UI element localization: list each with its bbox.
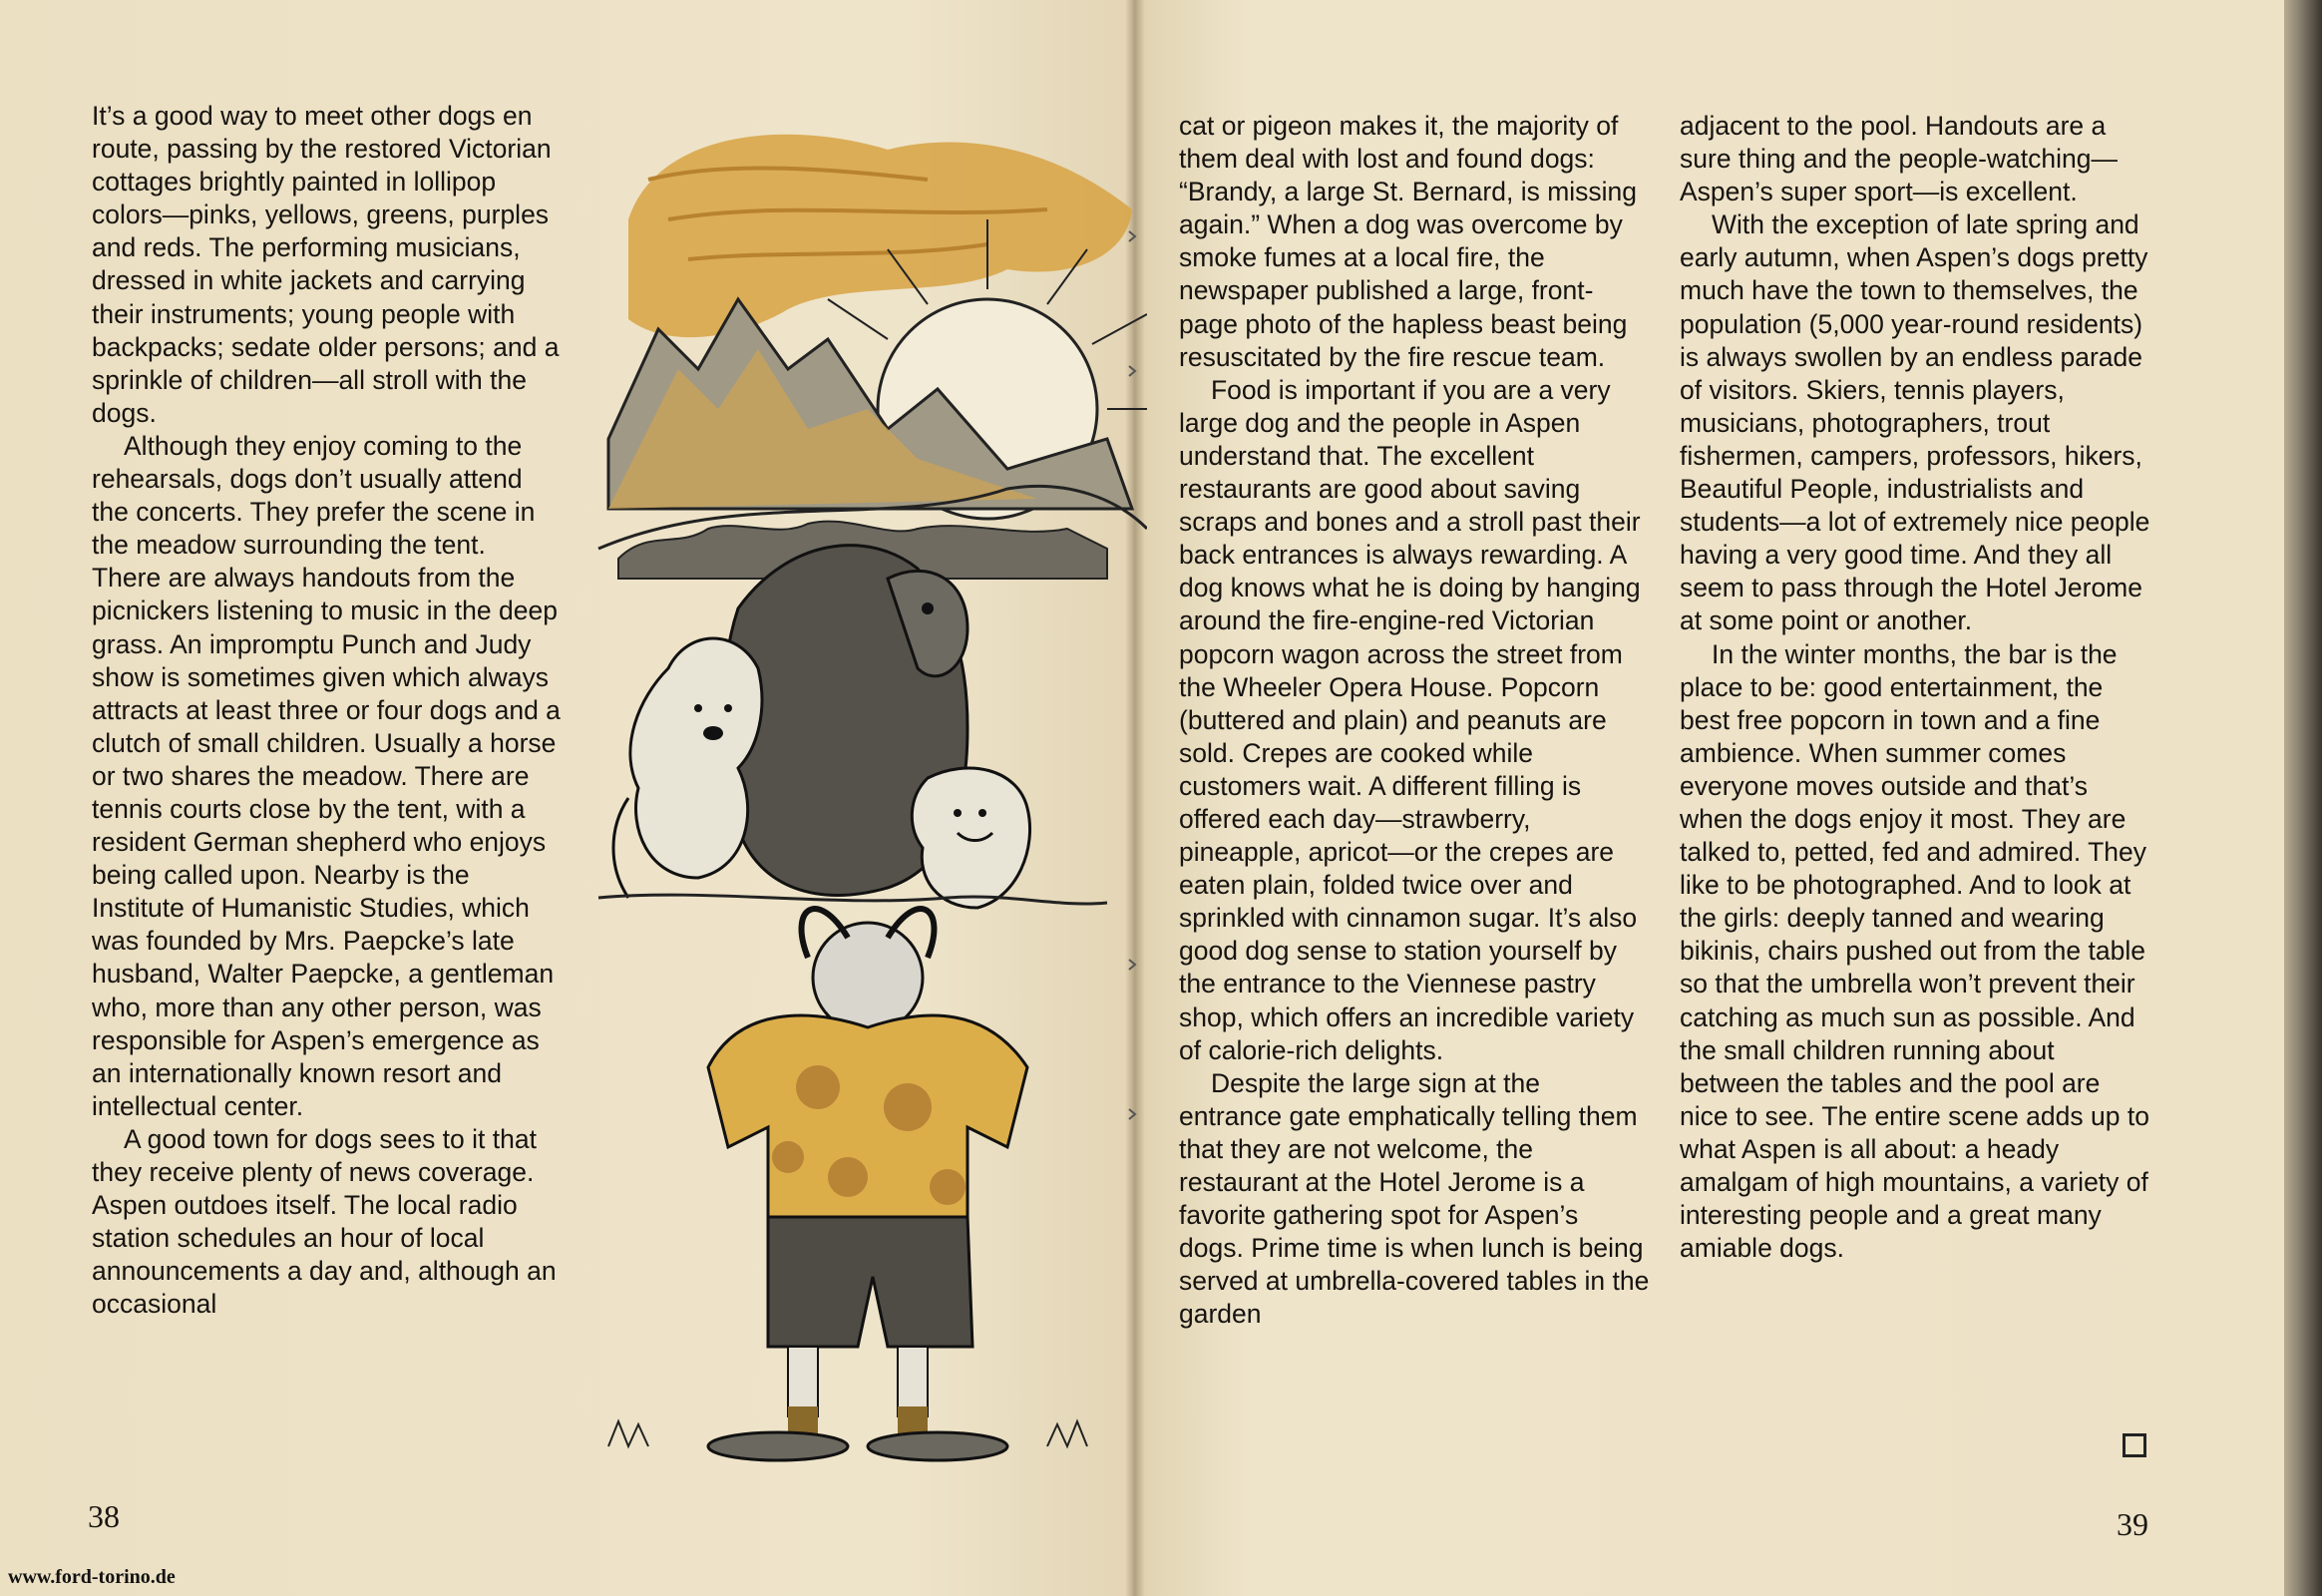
right-paragraph: adjacent to the pool. Handouts are a sure thing and the people-watching—Aspen’s super sport—is excellent. <box>1680 111 2119 207</box>
right-paragraph: In the winter months, the bar is the place to be: good entertainment, the best free popcorn in town and a fine ambience. When summer comes everyone moves outside and that’s when the dogs enjoy it most. They are talked to, petted, fed and admired. They like to be photographed. And to look at the girls: deeply tanned and wearing bikinis, chairs pushed out from the table so that the umbrella won’t prevent their catching as much sun as possible. And the small children running about between the tables and the pool are nice to see. The entire scene adds up to what Aspen is all about: a heady amalgam of high mountains, a variety of interesting people and a great many amiable dogs. <box>1680 638 2149 1264</box>
right-paragraph: Despite the large sign at the entrance gate emphatically telling them that they are not welcome, the restaurant at the Hotel Jerome is a favorite gathering spot for Aspen’s dogs. Prime time is when lunch is being served at umbrella-covered tables in the garden <box>1179 1067 1650 1330</box>
page-number-left: 38 <box>88 1498 120 1534</box>
page-edge <box>2284 0 2322 1596</box>
right-paragraph: cat or pigeon makes it, the majority of them deal with lost and found dogs: “Brandy, a large St. Bernard, is missing again.” When a dog was overcome by smoke fumes at a local fire, the newspaper published a large, front-page photo of the hapless beast being resuscitated by the fire rescue team. <box>1179 111 1638 372</box>
page-number-right: 39 <box>2117 1506 2148 1542</box>
right-text-column-1 <box>1179 110 1650 1331</box>
dogs-photographer-illustration-icon <box>588 110 1147 1466</box>
left-text-column <box>92 100 561 1321</box>
right-paragraph: With the exception of late spring and early autumn, when Aspen’s dogs pretty much have the town to themselves, the population (5,000 year-round residents) is always swollen by an endless parade of visitors. Skiers, tennis players, musicians, photographers, trout fishermen, campers, professors, hikers, Beautiful People, industrialists and students—a lot of extremely nice people having a very good time. And they all seem to pass through the Hotel Jerome at some point or another. <box>1680 209 2150 636</box>
right-text-column-2 <box>1680 110 2152 1265</box>
right-paragraph: Food is important if you are a very large dog and the people in Aspen understand that. The excellent restaurants are good about saving scraps and bones and a stroll past their back entrances is always rewarding. A dog knows what he is doing by hanging around the fire-engine-red Victorian popcorn wagon across the street from the Wheeler Opera House. Popcorn (buttered and plain) and peanuts are sold. Crepes are cooked while customers wait. A different filling is offered each day—strawberry, pineapple, apricot—or the crepes are eaten plain, folded twice over and sprinkled with cinnamon sugar. It’s also good dog sense to station yourself by the entrance to the Viennese pastry shop, which offers an incredible variety of calorie-rich delights. <box>1179 374 1641 1065</box>
end-of-article-mark <box>2123 1433 2146 1457</box>
watermark: www.ford-torino.de <box>8 1566 176 1588</box>
left-paragraph: Although they enjoy coming to the rehearsals, dogs don’t usually attend the concerts. They prefer the scene in the meadow surrounding the tent. There are always handouts from the picnickers listening to music in the deep grass. An impromptu Punch and Judy show is sometimes given which always attracts at least three or four dogs and a clutch of small children. Usually a horse or two shares the meadow. There are tennis courts close by the tent, with a resident German shepherd who enjoys being called upon. Nearby is the Institute of Humanistic Studies, which was founded by Mrs. Paepcke’s late husband, Walter Paepcke, a gentleman who, more than any other person, was responsible for Aspen’s emergence as an internationally known resort and intellectual center. <box>92 430 561 1121</box>
left-paragraph: It’s a good way to meet other dogs en route, passing by the restored Victorian cottages brightly painted in lollipop colors—pinks, yellows, greens, purples and reds. The performing musicians, dressed in white jackets and carrying their instruments; young people with backpacks; sedate older persons; and a sprinkle of children—all stroll with the dogs. <box>92 101 560 428</box>
left-paragraph: A good town for dogs sees to it that they receive plenty of news coverage. Aspen outdoes itself. The local radio station schedules an hour of local announcements a day and, although an occasional <box>92 1123 557 1320</box>
